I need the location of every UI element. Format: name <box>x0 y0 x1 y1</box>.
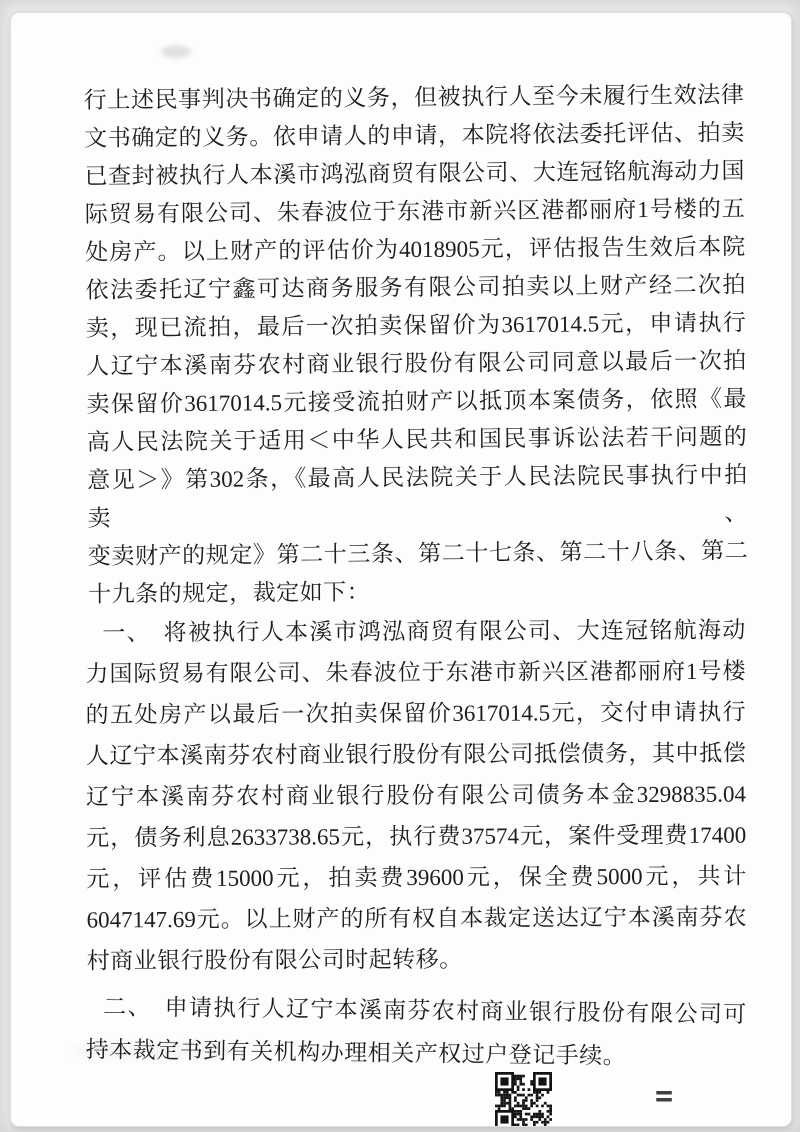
text-line: 十九条的规定，裁定如下： <box>88 579 371 607</box>
paragraph-preamble <box>84 76 749 614</box>
text-line: 元，债务利息2633738.65元，执行费37574元，案件受理费17400 <box>86 822 747 851</box>
paragraph-item-one <box>85 610 747 982</box>
text-line: 二、 申请执行人辽宁本溪南芬农村商业银行股份有限公司可 <box>103 994 747 1028</box>
text-line: 行上述民事判决书确定的义务，但被执行人至今未履行生效法律 <box>83 82 744 113</box>
paragraph-item-two <box>85 985 746 1079</box>
text-line: 一、 将被执行人本溪市鸿泓商贸有限公司、大连冠铭航海动 <box>102 617 746 646</box>
text-line: 高人民法院关于适用＜中华人民共和国民事诉讼法若干问题的 <box>86 424 747 455</box>
text-line: 人辽宁本溪南芬农村商业银行股份有限公司抵偿债务，其中抵偿 <box>85 740 746 769</box>
text-line: 卖保留价3617014.5元接受流拍财产以抵顶本案债务，依照《最 <box>86 386 747 417</box>
text-line: 已查封被执行人本溪市鸿泓商贸有限公司、大连冠铭航海动力国 <box>84 158 745 189</box>
text-line: 的五处房产以最后一次拍卖保留价3617014.5元，交付申请执行 <box>85 699 746 728</box>
text-line: 意见＞》第302条，《最高人民法院关于人民法院民事执行中拍卖、 <box>87 462 748 531</box>
text-line: 元，评估费15000元，拍卖费39600元，保全费5000元，共计 <box>86 863 747 892</box>
text-line: 辽宁本溪南芬农村商业银行股份有限公司债务本金3298835.04 <box>85 781 747 810</box>
ruling-text <box>83 79 748 1071</box>
text-line: 6047147.69元。以上财产的所有权自本裁定送达辽宁本溪南芬农 <box>86 904 747 933</box>
text-line: 持本裁定书到有关机构办理相关产权过户登记手续。 <box>85 1036 627 1069</box>
equals-mark: = <box>655 1079 674 1114</box>
text-line: 力国际贸易有限公司、朱春波位于东港市新兴区港都丽府1号楼 <box>85 658 746 687</box>
text-line: 村商业银行股份有限公司时起转移。 <box>86 946 463 974</box>
document-page <box>10 12 792 1127</box>
text-line: 际贸易有限公司、朱春波位于东港市新兴区港都丽府1号楼的五 <box>84 196 745 227</box>
scan-smudge <box>161 45 191 58</box>
text-line: 变卖财产的规定》第二十三条、第二十七条、第二十八条、第二 <box>87 538 748 569</box>
text-line: 处房产。以上财产的评估价为4018905元，评估报告生效后本院 <box>85 234 746 265</box>
qr-code-icon <box>495 1072 552 1127</box>
text-line: 文书确定的义务。依申请人的申请，本院将依法委托评估、拍卖 <box>84 120 745 151</box>
text-line: 卖，现已流拍，最后一次拍卖保留价为3617014.5元，申请执行 <box>85 310 746 341</box>
text-line: 依法委托辽宁鑫可达商务服务有限公司拍卖以上财产经二次拍 <box>85 272 746 303</box>
text-line: 人辽宁本溪南芬农村商业银行股份有限公司同意以最后一次拍 <box>86 348 747 379</box>
